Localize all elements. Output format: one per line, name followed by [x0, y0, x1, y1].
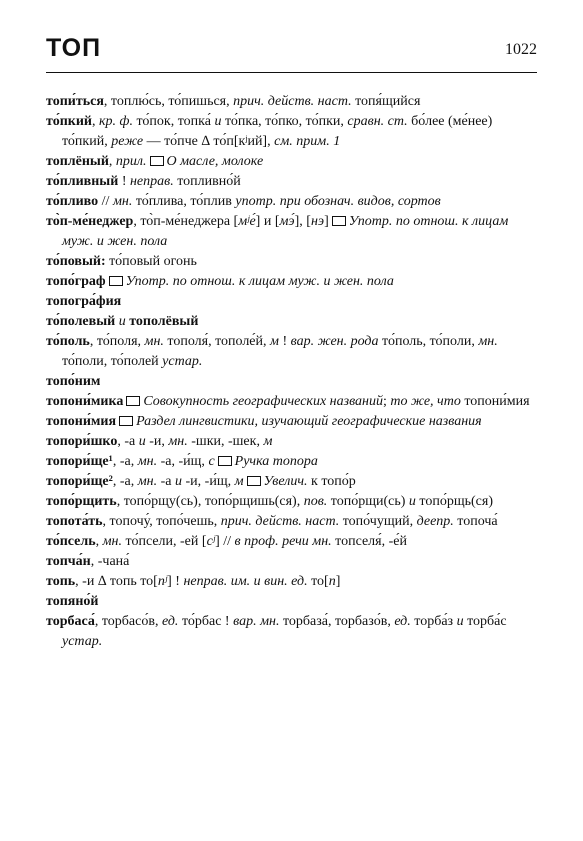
commentary-box-icon	[119, 416, 133, 426]
annotation-text: мн.	[478, 334, 498, 349]
headword: топогра́фия	[46, 294, 122, 309]
entry-text: -и, -и́щ,	[182, 474, 235, 489]
entry-text: , -а	[117, 434, 139, 449]
annotation-text: см. прим. 1	[274, 134, 341, 149]
annotation-text: О масле, молоке	[166, 154, 264, 169]
annotation-text: пʲ	[157, 574, 168, 589]
annotation-text: прич. действ. наст.	[220, 514, 340, 529]
dictionary-entry	[46, 392, 540, 412]
annotation-text: вар. мн.	[233, 614, 280, 629]
entry-text: ], [	[294, 214, 311, 229]
entry-text: то́рбас !	[178, 614, 234, 629]
headword: топори́ще¹	[46, 454, 113, 469]
dictionary-entry	[46, 152, 540, 172]
annotation-text: м	[234, 474, 244, 489]
entry-text: !	[278, 334, 291, 349]
annotation-text: сʲ	[206, 534, 216, 549]
dictionary-entry	[46, 492, 540, 512]
annotation-text: ед.	[394, 614, 411, 629]
annotation-text: устар.	[62, 634, 103, 649]
entry-text: то́поли, то́полей	[62, 354, 163, 369]
dictionary-entry	[46, 92, 540, 112]
entry-text: -а, -и́щ,	[157, 454, 209, 469]
entry-text: то́повый огонь	[105, 254, 197, 269]
annotation-text: Употр. по отнош. к лицам муж. и жен. пола	[125, 274, 394, 289]
headword: топори́ще²	[46, 474, 113, 489]
entry-text: , топлю́сь, то́пишься,	[103, 94, 234, 109]
annotation-text: и	[408, 494, 416, 509]
commentary-box-icon	[126, 396, 140, 406]
annotation-text: мн.	[137, 454, 158, 469]
entry-text: то́пок, топка́	[132, 114, 215, 129]
entry-text: , -и ∆ топь то[	[75, 574, 158, 589]
annotation-text: Раздел лингвистики, изучающий географические названия	[136, 414, 482, 429]
page-number: 1022	[505, 41, 537, 58]
headword: топо́ним	[46, 374, 101, 389]
annotation-text: прич. действ. наст.	[233, 94, 352, 109]
entry-text: -а	[157, 474, 176, 489]
dictionary-entry	[46, 372, 540, 392]
dictionary-entry	[46, 312, 540, 332]
headword: то̀п-ме́неджер	[46, 214, 134, 229]
annotation-text: п	[328, 574, 336, 589]
annotation-text: ед.	[161, 614, 179, 629]
annotation-text: употр. при обознач. видов, сортов	[235, 194, 441, 209]
dictionary-entry	[46, 592, 540, 612]
annotation-text: неправ.	[129, 174, 174, 189]
headword: то́пливный	[46, 174, 119, 189]
entry-text: ] и [	[255, 214, 280, 229]
annotation-text: пов.	[303, 494, 328, 509]
annotation-text: нэ	[310, 214, 325, 229]
entry-text: топоча́	[453, 514, 498, 529]
headword: топони́мика	[46, 394, 124, 409]
annotation-text: с	[208, 454, 215, 469]
dictionary-entry	[46, 412, 540, 432]
entry-text: то́плива, то́плив	[132, 194, 236, 209]
commentary-box-icon	[332, 216, 346, 226]
dictionary-entry	[46, 192, 540, 212]
annotation-text: сравн. ст.	[347, 114, 408, 129]
annotation-text: и	[175, 474, 183, 489]
entry-text: тополя́, тополе́й,	[163, 334, 271, 349]
headword: топлёный	[46, 154, 109, 169]
entry-text: , топочу́, топо́чешь,	[102, 514, 221, 529]
annotation-text: Ручка топора	[234, 454, 318, 469]
headword: топяно́й	[46, 594, 99, 609]
annotation-text: мэ́	[279, 214, 295, 229]
commentary-box-icon	[150, 156, 164, 166]
commentary-box-icon	[109, 276, 123, 286]
annotation-text: и	[456, 614, 464, 629]
headword: топо́граф	[46, 274, 106, 289]
entry-list	[46, 92, 540, 652]
dictionary-entry	[46, 292, 540, 312]
dictionary-entry	[46, 272, 540, 292]
headword: топота́ть	[46, 514, 103, 529]
annotation-text: и	[115, 314, 130, 329]
commentary-box-icon	[218, 456, 232, 466]
entry-text: ]	[335, 574, 341, 589]
annotation-text: прил.	[115, 154, 147, 169]
entry-text: к топо́р	[307, 474, 356, 489]
headword: топча́н	[46, 554, 91, 569]
entry-text: //	[98, 194, 113, 209]
entry-text: торба́з	[410, 614, 457, 629]
entry-text: -и,	[145, 434, 169, 449]
headword: топи́ться	[46, 94, 104, 109]
annotation-text: в проф. речи мн.	[234, 534, 332, 549]
entry-text: ,	[95, 534, 103, 549]
headword: топь	[46, 574, 76, 589]
annotation-text: мʲе́	[238, 214, 256, 229]
entry-text: торба́с	[463, 614, 507, 629]
running-head-word: ТОП	[46, 34, 102, 62]
annotation-text: м	[270, 334, 279, 349]
entry-text: топо́чущий,	[339, 514, 417, 529]
entry-text: — то́пче ∆ то́п[кʲий],	[143, 134, 275, 149]
headword: тополёвый	[129, 314, 199, 329]
entry-text: !	[118, 174, 130, 189]
page-header	[46, 34, 537, 68]
headword: то́пкий	[46, 114, 92, 129]
annotation-text: деепр.	[416, 514, 454, 529]
entry-text: , то̀п-ме́неджера [	[133, 214, 239, 229]
entry-text: топони́мия	[460, 394, 530, 409]
entry-text: топо́рщь(ся)	[415, 494, 493, 509]
headword: топони́мия	[46, 414, 117, 429]
entry-text: , то́поля,	[89, 334, 145, 349]
dictionary-entry	[46, 612, 540, 652]
headword: то́повый:	[46, 254, 106, 269]
annotation-text: мн.	[112, 194, 133, 209]
entry-text: топливно́й	[173, 174, 241, 189]
annotation-text: и	[138, 434, 146, 449]
entry-text: то́пка, то́пко, то́пки,	[221, 114, 348, 129]
annotation-text: м	[263, 434, 273, 449]
entry-text: ] !	[167, 574, 184, 589]
annotation-text: мн.	[168, 434, 188, 449]
dictionary-entry	[46, 532, 540, 552]
annotation-text: реже	[111, 134, 144, 149]
entry-text: топселя́, -е́й	[331, 534, 407, 549]
headword: то́псель	[46, 534, 96, 549]
entry-text: -шки, -шек,	[187, 434, 264, 449]
dictionary-entry	[46, 572, 540, 592]
entry-text: ] //	[215, 534, 235, 549]
entry-text: то[	[307, 574, 329, 589]
dictionary-entry	[46, 172, 540, 192]
dictionary-entry	[46, 432, 540, 452]
entry-text: ,	[108, 154, 116, 169]
dictionary-entry	[46, 472, 540, 492]
annotation-text: устар.	[162, 354, 203, 369]
headword: топо́рщить	[46, 494, 117, 509]
annotation-text: вар. жен. рода	[290, 334, 379, 349]
entry-text: , топо́рщу(сь), топо́рщишь(ся),	[116, 494, 304, 509]
annotation-text: кр. ф.	[98, 114, 133, 129]
dictionary-entry	[46, 112, 540, 152]
header-rule	[46, 72, 537, 73]
dictionary-entry	[46, 512, 540, 532]
annotation-text: Совокупность географических названий	[143, 394, 383, 409]
headword: то́поль	[46, 334, 90, 349]
annotation-text: неправ. им. и вин. ед.	[183, 574, 308, 589]
headword: торбаса́	[46, 614, 95, 629]
headword: топори́шко	[46, 434, 118, 449]
entry-text: торбаза́, торбазо́в,	[279, 614, 395, 629]
dictionary-entry	[46, 212, 540, 252]
dictionary-entry	[46, 452, 540, 472]
headword: то́пливо	[46, 194, 99, 209]
entry-text: топя́щийся	[351, 94, 421, 109]
annotation-text: мн.	[144, 334, 164, 349]
annotation-text: Употр. по отнош. к лицам муж. и жен. пола	[62, 214, 509, 249]
entry-text: бо́лее (ме́нее) то́пкий,	[62, 114, 493, 149]
annotation-text: мн.	[102, 534, 123, 549]
dictionary-entry	[46, 552, 540, 572]
headword: то́полевый	[46, 314, 116, 329]
entry-text: , -а,	[112, 474, 138, 489]
commentary-box-icon	[247, 476, 261, 486]
annotation-text: Увелич.	[263, 474, 308, 489]
entry-text: , торбасо́в,	[94, 614, 162, 629]
entry-text: то́псели, -ей [	[122, 534, 207, 549]
entry-text: ;	[383, 394, 391, 409]
annotation-text: мн.	[137, 474, 158, 489]
annotation-text: то же, что	[390, 394, 461, 409]
entry-text: ]	[324, 214, 329, 229]
entry-text: ,	[91, 114, 99, 129]
annotation-text: и	[214, 114, 222, 129]
entry-text: , -а,	[112, 454, 138, 469]
dictionary-entry	[46, 252, 540, 272]
dictionary-entry	[46, 332, 540, 372]
entry-text: топо́рщи(сь)	[327, 494, 409, 509]
entry-text: , -чана́	[90, 554, 130, 569]
entry-text: то́поль, то́поли,	[378, 334, 479, 349]
